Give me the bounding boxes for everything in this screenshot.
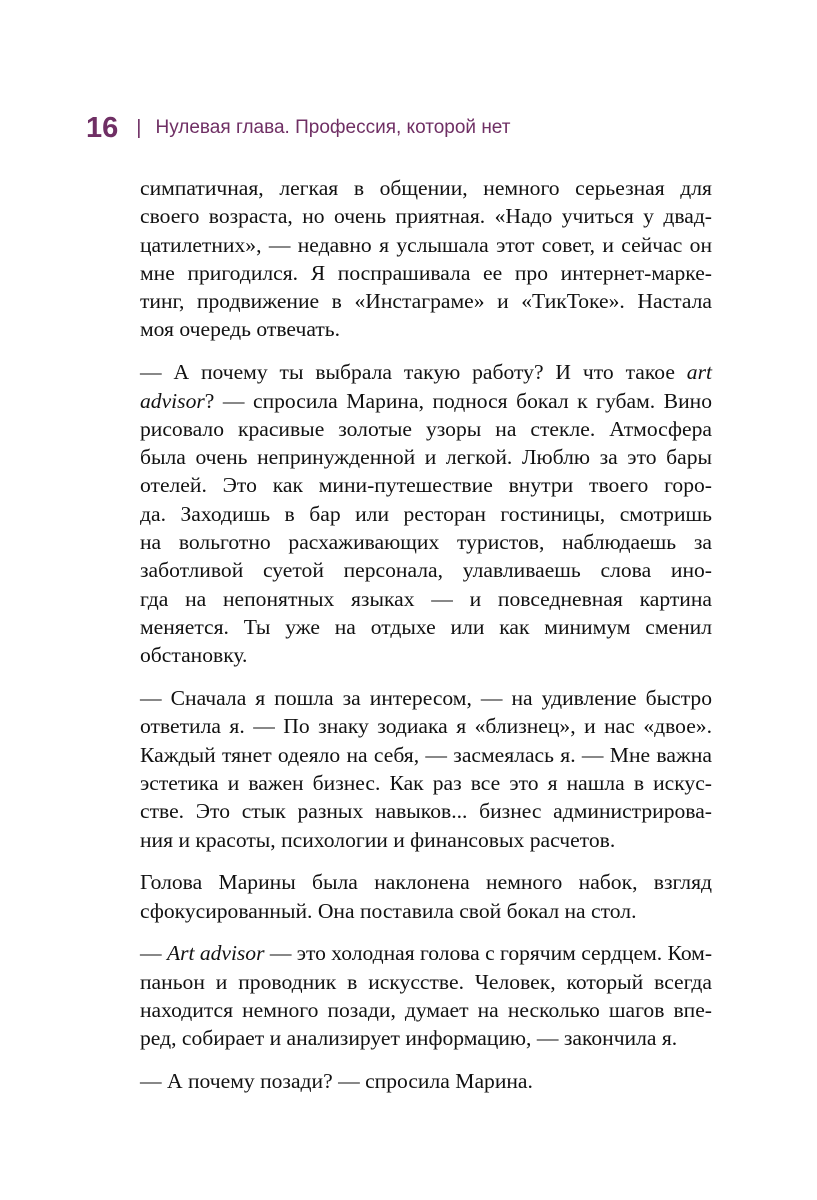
text-line: Каждый тянет одеяло на себя, — засмеялась я. — Мне важна [140,742,712,767]
page-number: 16 [86,112,119,144]
text-line: симпатичная, легкая в общении, немного серьезная для [140,176,712,200]
text-line: рисовало красивые золотые узоры на стекле. Атмосфера [140,416,712,441]
italic-term: Art advisor [166,941,265,966]
header-divider: | [136,117,142,139]
text-line: заботливой суетой персонала, улавливаешь слова ино- [140,558,712,583]
text-line: мне пригодился. Я поспрашивала ее про интернет-марке- [140,260,712,285]
italic-term: art [686,360,712,385]
text-line: обстановку. [140,643,248,668]
text-line: тинг, продвижение в «Инстаграме» и «ТикТоке». Настала [140,289,712,314]
text-line: ред, собирает и анализирует информацию, — закончила я. [140,1026,678,1051]
running-head [86,108,510,148]
body-text [140,174,712,1110]
text-line: ответила я. — По знаку зодиака я «близнец», и нас «двое». [140,714,712,739]
italic-term: advisor [140,388,205,413]
text-line: advisor? — спросила Марина, поднося бокал к губам. Вино [140,388,712,413]
text-line: — Art advisor — это холодная голова с горячим сердцем. Ком- [140,941,712,966]
text-line: находится немного позади, думает на несколько шагов впе- [140,998,712,1023]
text-line: Голова Марины была наклонена немного набок, взгляд [140,870,712,895]
text-line: паньон и проводник в искусстве. Человек, который всегда [140,969,712,994]
text-line: на вольготно расхаживающих туристов, наблюдаешь за [140,530,712,555]
text-line: ния и красоты, психологии и финансовых расчетов. [140,827,616,852]
text-line: цатилетних», — недавно я услышала этот совет, и сейчас он [140,232,712,257]
text-line: да. Заходишь в бар или ресторан гостиницы, смотришь [140,501,712,526]
text-line: своего возраста, но очень приятная. «Надо учиться у двад- [140,204,712,229]
text-line: эстетика и важен бизнес. Как раз все это я нашла в искус- [140,770,712,795]
text-line: отелей. Это как мини-путешествие внутри твоего горо- [140,473,712,498]
paragraph-2 [140,358,712,669]
paragraph-4 [140,868,712,925]
paragraph-5 [140,939,712,1052]
text-line: — Сначала я пошла за интересом, — на удивление быстро [140,686,712,711]
text-line: меняется. Ты уже на отдыхе или как минимум сменил [140,614,712,639]
paragraph-1 [140,174,712,344]
text-line: моя очередь отвечать. [140,317,341,342]
text-line: стве. Это стык разных навыков... бизнес администрирова- [140,799,712,824]
text-line: — А почему ты выбрала такую работу? И что такое art [140,360,712,385]
chapter-title: Нулевая глава. Профессия, которой нет [155,117,511,138]
text-line: гда на непонятных языках — и повседневная картина [140,586,712,611]
text-line: была очень непринужденной и легкой. Люблю за это бары [140,445,712,470]
paragraph-6 [140,1067,712,1095]
text-line: — А почему позади? — спросила Марина. [140,1069,533,1094]
paragraph-3 [140,684,712,854]
text-line: сфокусированный. Она поставила свой бокал на стол. [140,898,637,923]
